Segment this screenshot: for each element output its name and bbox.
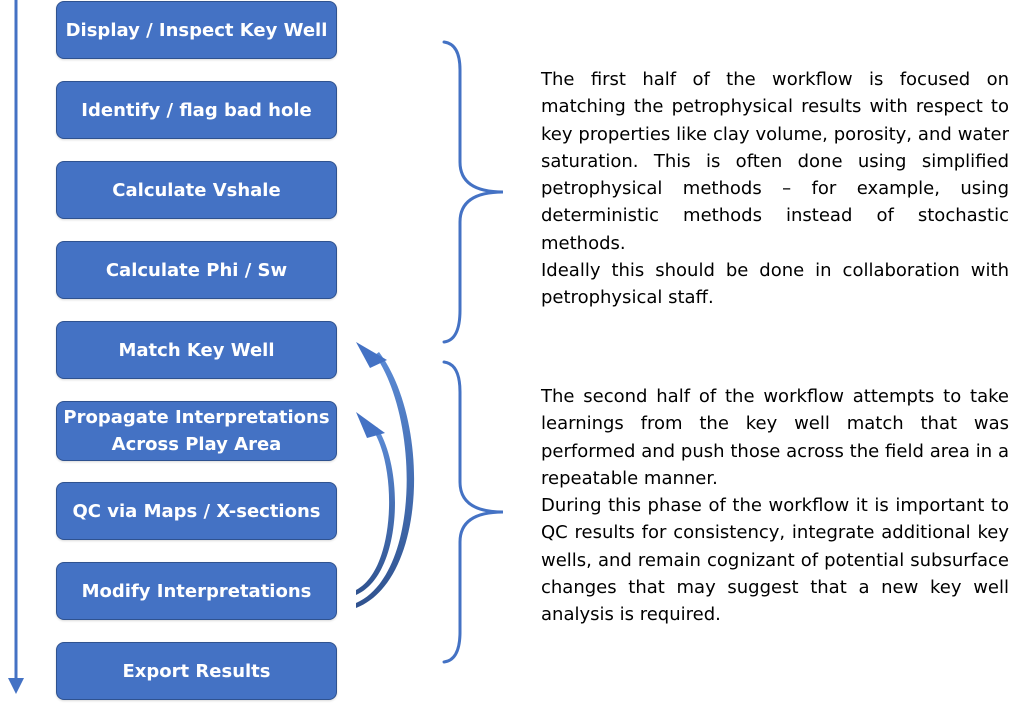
- first-half-paragraph: Ideally this should be done in collaboration with petrophysical staff.: [541, 260, 1009, 309]
- second-half-brace: [444, 362, 503, 662]
- step-label: Calculate Vshale: [112, 179, 281, 201]
- step-label: Propagate Interpretations Across Play Area: [63, 407, 330, 455]
- step-export-results: [56, 642, 337, 700]
- step-qc-via-maps-xsections: [56, 482, 337, 540]
- first-half-paragraph: The first half of the workflow is focused on matching the petrophysical results with respect to key properties like clay volume, porosity, and water saturation. This is often done using simplified petrophysical methods – for example, using deterministic methods instead of stochastic methods.: [541, 69, 1009, 254]
- second-half-paragraph: During this phase of the workflow it is important to QC results for consistency, integrate additional key wells, and remain cognizant of potential subsurface changes that may suggest that a new key well analysis is required.: [541, 495, 1009, 626]
- loop-arrow-to-propagate: [356, 412, 395, 595]
- step-propagate-interpretations: [56, 401, 337, 461]
- second-half-description: [541, 383, 1009, 629]
- loop-arrow-to-match-key-well: [356, 342, 414, 608]
- step-label: QC via Maps / X-sections: [72, 500, 321, 522]
- second-half-paragraph: The second half of the workflow attempts to take learnings from the key well match that was performed and push those across the field area in a repeatable manner.: [541, 386, 1009, 489]
- step-label: Display / Inspect Key Well: [65, 19, 328, 41]
- step-calculate-vshale: [56, 161, 337, 219]
- step-match-key-well: [56, 321, 337, 379]
- step-display-inspect-key-well: [56, 1, 337, 59]
- step-identify-flag-bad-hole: [56, 81, 337, 139]
- first-half-description: [541, 66, 1009, 312]
- step-label: Match Key Well: [118, 339, 275, 361]
- step-label: Export Results: [122, 660, 271, 682]
- step-label: Modify Interpretations: [81, 580, 312, 602]
- step-modify-interpretations: [56, 562, 337, 620]
- step-calculate-phi-sw: [56, 241, 337, 299]
- step-label: Identify / flag bad hole: [81, 99, 312, 121]
- first-half-brace: [444, 42, 503, 342]
- step-label: Calculate Phi / Sw: [105, 259, 288, 281]
